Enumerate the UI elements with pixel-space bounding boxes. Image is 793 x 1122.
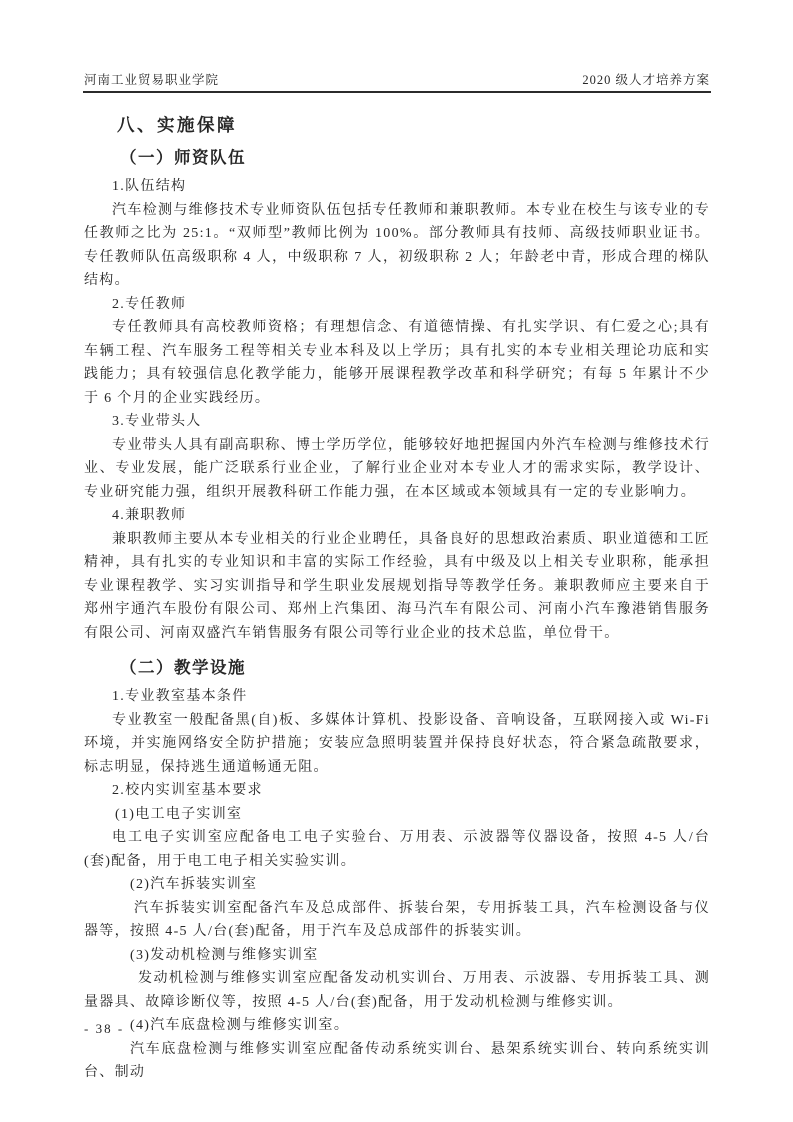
heading-faculty-team: （一）师资队伍 (120, 149, 246, 167)
para-program-leader: 专业带头人具有副高职称、博士学历学位，能够较好地把握国内外汽车检测与维修技术行业、专业发展，能广泛联系行业企业，了解行业企业对本专业人才的需求实际，教学设计、专业研究能力强，组织开展教科研工作能力强，在本区域或本领域具有一定的专业影响力。 (84, 437, 710, 500)
header-school-name: 河南工业贸易职业学院 (84, 73, 220, 87)
item-fulltime-teachers: 2.专任教师 (112, 296, 187, 312)
para-chassis-lab: 汽车底盘检测与维修实训室应配备传动系统实训台、悬架系统实训台、转向系统实训台、制动 (84, 1041, 710, 1080)
heading-implementation-guarantee: 八、实施保障 (117, 115, 237, 135)
item-disassembly-lab: (2)汽车拆装实训室 (130, 877, 258, 892)
item-program-leader: 3.专业带头人 (112, 414, 202, 429)
para-electrical-lab: 电工电子实训室应配备电工电子实验台、万用表、示波器等仪器设备，按照 4-5 人/台(套)配备，用于电工电子相关实验实训。 (84, 830, 710, 869)
item-team-structure: 1.队伍结构 (112, 179, 187, 194)
header-document-title: 2020 级人才培养方案 (582, 73, 710, 87)
para-disassembly-lab: 汽车拆装实训室配备汽车及总成部件、拆装台架，专用拆装工具，汽车检测设备与仪器等，按照 4-5 人/台(套)配备，用于汽车及总成部件的拆装实训。 (84, 900, 710, 939)
header-rule (83, 91, 711, 93)
item-classroom-conditions: 1.专业教室基本条件 (112, 689, 248, 704)
item-engine-lab: (3)发动机检测与维修实训室 (130, 947, 319, 963)
page-number: - 38 - (84, 1021, 125, 1036)
para-fulltime-teachers: 专任教师具有高校教师资格；有理想信念、有道德情操、有扎实学识、有仁爱之心;具有车辆工程、汽车服务工程等相关专业本科及以上学历；具有扎实的本专业相关理论功底和实践能力；具有较强信息化教学能力，能够开展课程教学改革和科学研究；有每 5 年累计不少于 6 个月的企业实践经历。 (84, 320, 710, 406)
document-body (84, 102, 710, 1085)
para-team-structure: 汽车检测与维修技术专业师资队伍包括专任教师和兼职教师。本专业在校生与该专业的专任教师之比为 25:1。“双师型”教师比例为 100%。部分教师具有技师、高级技师职业证书。专任教师队伍高级职称 4 人，中级职称 7 人，初级职称 2 人；年龄老中青，形成合理的梯队结构。 (84, 202, 710, 288)
item-electrical-lab: (1)电工电子实训室 (115, 806, 243, 822)
heading-teaching-facilities: （二）教学设施 (120, 659, 246, 677)
page-header (84, 70, 710, 93)
para-parttime-teachers: 兼职教师主要从本专业相关的行业企业聘任，具备良好的思想政治素质、职业道德和工匠精神，具有扎实的专业知识和丰富的实际工作经验，具有中级及以上相关专业职称，能承担专业课程教学、实习实训指导和学生职业发展规划指导等教学任务。兼职教师应主要来自于郑州宇通汽车股份有限公司、郑州上汽集团、海马汽车有限公司、河南小汽车豫港销售服务有限公司、河南双盛汽车销售服务有限公司等行业企业的技术总监，单位骨干。 (84, 531, 710, 641)
para-classroom-conditions: 专业教室一般配备黑(自)板、多媒体计算机、投影设备、音响设备，互联网接入或 Wi-Fi 环境，并实施网络安全防护措施；安装应急照明装置并保持良好状态，符合紧急疏散要求，标志明显，保持逃生通道畅通无阻。 (84, 712, 710, 775)
item-chassis-lab: (4)汽车底盘检测与维修实训室。 (130, 1018, 350, 1033)
item-parttime-teachers: 4.兼职教师 (112, 508, 187, 523)
para-engine-lab: 发动机检测与维修实训室应配备发动机实训台、万用表、示波器、专用拆装工具、测量器具、故障诊断仪等，按照 4-5 人/台(套)配备，用于发动机检测与维修实训。 (84, 971, 710, 1010)
item-campus-training-rooms: 2.校内实训室基本要求 (112, 783, 263, 798)
